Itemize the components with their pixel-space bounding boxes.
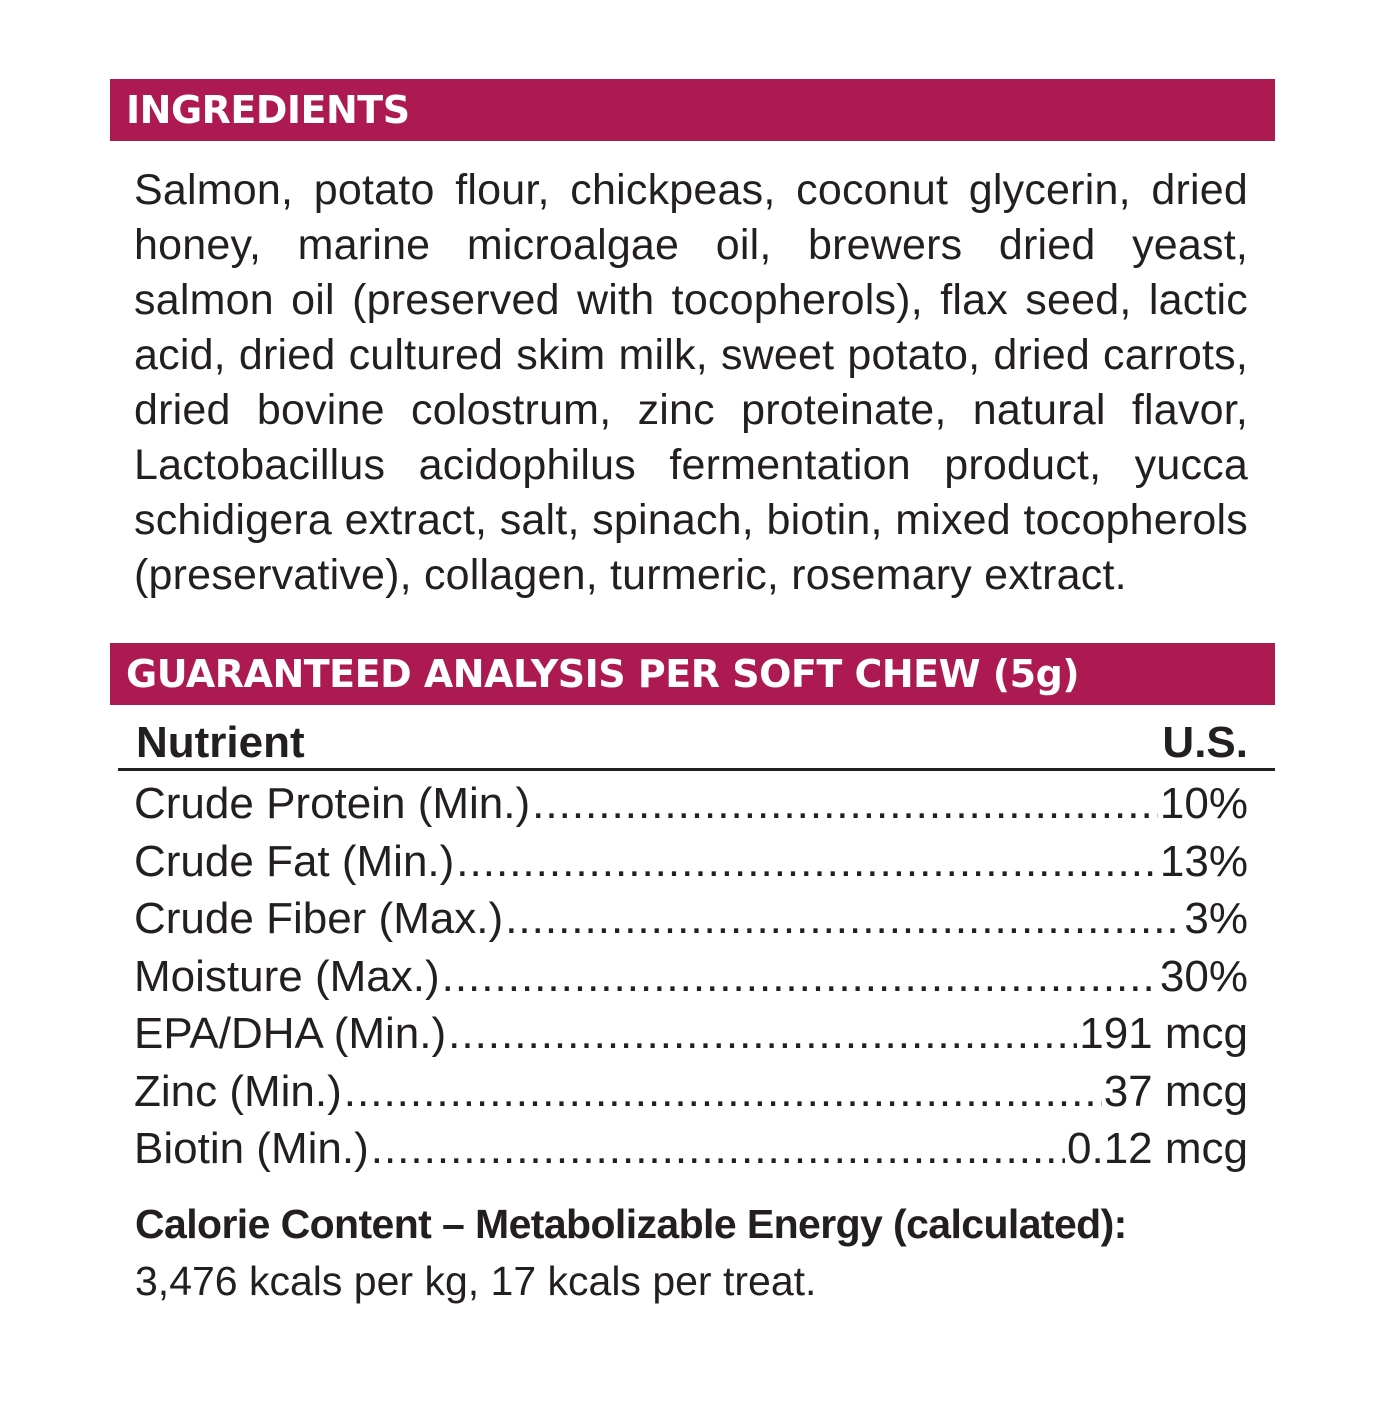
- nutrient-label: Zinc (Min.): [134, 1066, 342, 1116]
- us-column-header: U.S.: [1162, 718, 1248, 767]
- calorie-content-text: 3,476 kcals per kg, 17 kcals per treat.: [135, 1257, 817, 1304]
- table-row: [118, 1120, 1275, 1178]
- nutrient-table-header: [118, 715, 1275, 771]
- nutrition-label: [110, 79, 1275, 1307]
- nutrient-label: Crude Fat (Min.): [134, 836, 455, 886]
- guaranteed-analysis-heading: GUARANTEED ANALYSIS PER SOFT CHEW (5g): [126, 652, 1080, 696]
- calorie-content-heading: Calorie Content – Metabolizable Energy (calculated):: [135, 1200, 1127, 1247]
- ingredients-header-bar: [110, 79, 1275, 141]
- nutrient-column-header: Nutrient: [136, 718, 305, 767]
- nutrient-rows: [118, 771, 1275, 1178]
- dot-leader: [448, 1005, 1077, 1063]
- ingredients-list: Salmon, potato flour, chickpeas, coconut glycerin, dried honey, marine microalgae oil, brewers dried yeast, salmon oil (preserved with tocopherols), flax seed, lactic acid, dried cultured skim milk, sweet potato, dried carrots, dried bovine colostrum, zinc proteinate, natural flavor, Lactobacillus acidophilus fermentation product, yucca schidigera extract, salt, spinach, biotin, mixed tocopherols (preservative), collagen, turmeric, rosemary extract.: [134, 166, 1248, 599]
- dot-leader: [505, 890, 1182, 948]
- nutrient-label: EPA/DHA (Min.): [134, 1009, 447, 1058]
- dot-leader: [532, 775, 1158, 833]
- nutrient-label: Biotin (Min.): [134, 1124, 369, 1173]
- dot-leader: [456, 833, 1158, 891]
- nutrient-label: Crude Protein (Min.): [134, 779, 531, 828]
- ingredients-heading: INGREDIENTS: [126, 88, 410, 132]
- nutrient-value: 3%: [1184, 894, 1248, 943]
- guaranteed-analysis-header-bar: [110, 643, 1275, 705]
- nutrient-value: 10%: [1159, 779, 1248, 828]
- nutrient-value: 0.12 mcg: [1067, 1124, 1248, 1173]
- table-row: [118, 1005, 1275, 1063]
- nutrient-label: Moisture (Max.): [134, 951, 440, 1001]
- nutrient-value: 191 mcg: [1079, 1009, 1248, 1058]
- dot-leader: [344, 1063, 1102, 1121]
- table-row: [118, 948, 1275, 1006]
- dot-leader: [442, 948, 1158, 1006]
- nutrient-value: 37 mcg: [1103, 1066, 1248, 1116]
- nutrient-table: [118, 715, 1275, 1178]
- table-row: [118, 833, 1275, 891]
- nutrient-label: Crude Fiber (Max.): [134, 894, 504, 943]
- table-row: [118, 1063, 1275, 1121]
- dot-leader: [371, 1120, 1065, 1178]
- nutrient-value: 30%: [1159, 951, 1248, 1001]
- table-row: [118, 775, 1275, 833]
- nutrient-value: 13%: [1159, 836, 1248, 886]
- table-row: [118, 890, 1275, 948]
